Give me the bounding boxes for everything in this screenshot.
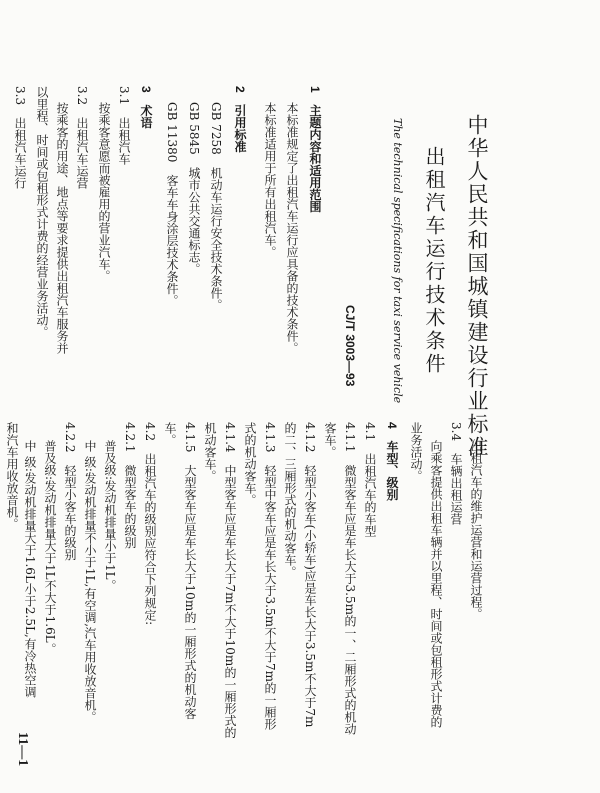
clause-continuation: 车。 bbox=[163, 422, 177, 446]
document-title: 中华人民共和国城镇建设行业标准 bbox=[465, 114, 489, 459]
section-2-heading bbox=[234, 86, 246, 153]
clause-text: 轻型小客车的级别 bbox=[63, 464, 77, 561]
clause-text: 轻型中客车应是车长大于3.5m不大于7m的一厢形 bbox=[263, 464, 277, 731]
clause-4-2 bbox=[144, 422, 156, 625]
reference-text: 城市公共交通标志。 bbox=[187, 166, 201, 275]
clause-number: 4.2.1 bbox=[123, 422, 137, 453]
term-label: 出租汽车 bbox=[117, 117, 131, 166]
level-item: 中 级:发动机排量大于1.6L小于2.5L,有冷热空调 bbox=[23, 440, 37, 698]
clause-text: 中型客车应是车长大于7m不大于10m的一厢形式的 bbox=[223, 464, 237, 739]
section-title: 引用标准 bbox=[233, 104, 247, 153]
term-label: 出租汽车运营 bbox=[75, 117, 89, 190]
clause-4-2-1 bbox=[124, 422, 136, 549]
clause-4-1-1 bbox=[344, 422, 356, 735]
term-definition: 向乘客提供出租车辆并以里程、时间或包租形式计费的 bbox=[429, 440, 443, 728]
section-4-heading bbox=[386, 422, 398, 501]
term-definition: 出租汽车的维护运营和运营过程。 bbox=[469, 440, 483, 620]
term-3-4 bbox=[450, 422, 462, 525]
standard-code: CJ/T 3003—93 bbox=[343, 305, 357, 387]
reference-item bbox=[166, 102, 178, 306]
clause-continuation: 机动客车。 bbox=[203, 422, 217, 482]
reference-text: 机动车运行安全技术条件。 bbox=[209, 166, 223, 311]
reference-code: GB 11380 bbox=[165, 102, 179, 163]
clause-continuation: 式的机动客车。 bbox=[243, 422, 257, 506]
reference-item bbox=[210, 102, 222, 311]
section-title: 术语 bbox=[139, 104, 153, 129]
clause-number: 4.1.1 bbox=[343, 422, 357, 453]
clause-4-2-2 bbox=[64, 422, 76, 561]
reference-text: 客车车身涂层技术条件。 bbox=[165, 174, 179, 307]
document-english-title: The technical specifications for taxi service vehicle bbox=[391, 118, 404, 404]
section-number: 1 bbox=[308, 86, 322, 93]
clause-text: 微型客车的级别 bbox=[123, 464, 137, 549]
clause-4-1-2 bbox=[304, 422, 316, 727]
clause-number: 4.1.4 bbox=[223, 422, 237, 453]
clause-number: 4.2 bbox=[143, 422, 157, 442]
clause-text: 微型客车应是车长大于3.5m的一、二厢形式的机动 bbox=[343, 464, 357, 736]
section-1-heading bbox=[309, 86, 321, 213]
clause-number: 4.1.2 bbox=[303, 422, 317, 453]
term-definition: 以里程、时间或包租形式计费的经营业务活动。 bbox=[35, 86, 49, 338]
clause-text: 出租汽车的级别应符合下列规定: bbox=[143, 453, 157, 626]
level-item-continuation: 和汽车用收放音机。 bbox=[5, 422, 19, 530]
term-3-1 bbox=[118, 86, 130, 165]
document-subtitle: 出租汽车运行技术条件 bbox=[422, 146, 446, 376]
paragraph: 本标准适用于所有出租汽车。 bbox=[263, 102, 277, 258]
term-3-2 bbox=[76, 86, 88, 189]
clause-number: 4.1.3 bbox=[263, 422, 277, 453]
clause-text: 轻型小客车(小轿车)应是车长大于3.5m不大于7m bbox=[303, 464, 317, 728]
clause-4-1-5 bbox=[184, 422, 196, 719]
section-title: 主题内容和适用范围 bbox=[308, 104, 322, 213]
term-number: 3.4 bbox=[449, 422, 463, 442]
term-label: 出租汽车运行 bbox=[13, 117, 27, 190]
level-item: 普及级:发动机排量大于1L不大于1.6L。 bbox=[43, 440, 57, 655]
section-number: 4 bbox=[385, 422, 399, 429]
term-definition: 业务活动。 bbox=[409, 422, 423, 482]
section-title: 车型、级别 bbox=[385, 440, 399, 501]
term-number: 3.1 bbox=[117, 86, 131, 106]
section-number: 3 bbox=[139, 86, 153, 93]
clause-text: 出租汽车的车型 bbox=[363, 453, 377, 538]
section-number: 2 bbox=[233, 86, 247, 93]
reference-code: GB 7258 bbox=[209, 102, 223, 155]
term-number: 3.3 bbox=[13, 86, 27, 106]
clause-4-1-3 bbox=[264, 422, 276, 730]
page-number: 11—1 bbox=[15, 732, 30, 767]
reference-code: GB 5845 bbox=[187, 102, 201, 155]
term-number: 3.2 bbox=[75, 86, 89, 106]
paragraph: 本标准规定了出租汽车运行应具备的技术条件。 bbox=[285, 102, 299, 354]
level-item: 普及级:发动机排量小于1L。 bbox=[103, 440, 117, 592]
clause-4-1 bbox=[364, 422, 376, 537]
clause-number: 4.1 bbox=[363, 422, 377, 442]
clause-number: 4.2.2 bbox=[63, 422, 77, 453]
clause-continuation: 的二、三厢形式的机动客车。 bbox=[283, 422, 297, 578]
reference-item bbox=[188, 102, 200, 275]
section-3-heading bbox=[140, 86, 152, 129]
level-item: 中 级:发动机排量不小于1L,有空调,汽车用收放音机。 bbox=[83, 440, 97, 724]
term-definition: 按乘客的用途、地点等要求提供出租汽车服务并 bbox=[55, 102, 69, 354]
clause-number: 4.1.5 bbox=[183, 422, 197, 453]
clause-4-1-4 bbox=[224, 422, 236, 738]
term-definition: 按乘客意愿而被雇用的营业汽车。 bbox=[97, 102, 111, 282]
term-label: 车辆出租运营 bbox=[449, 453, 463, 526]
clause-text: 大型客车应是车长大于10m的一厢形式的机动客 bbox=[183, 464, 197, 720]
clause-continuation: 客车。 bbox=[323, 422, 337, 458]
term-3-3 bbox=[14, 86, 26, 189]
